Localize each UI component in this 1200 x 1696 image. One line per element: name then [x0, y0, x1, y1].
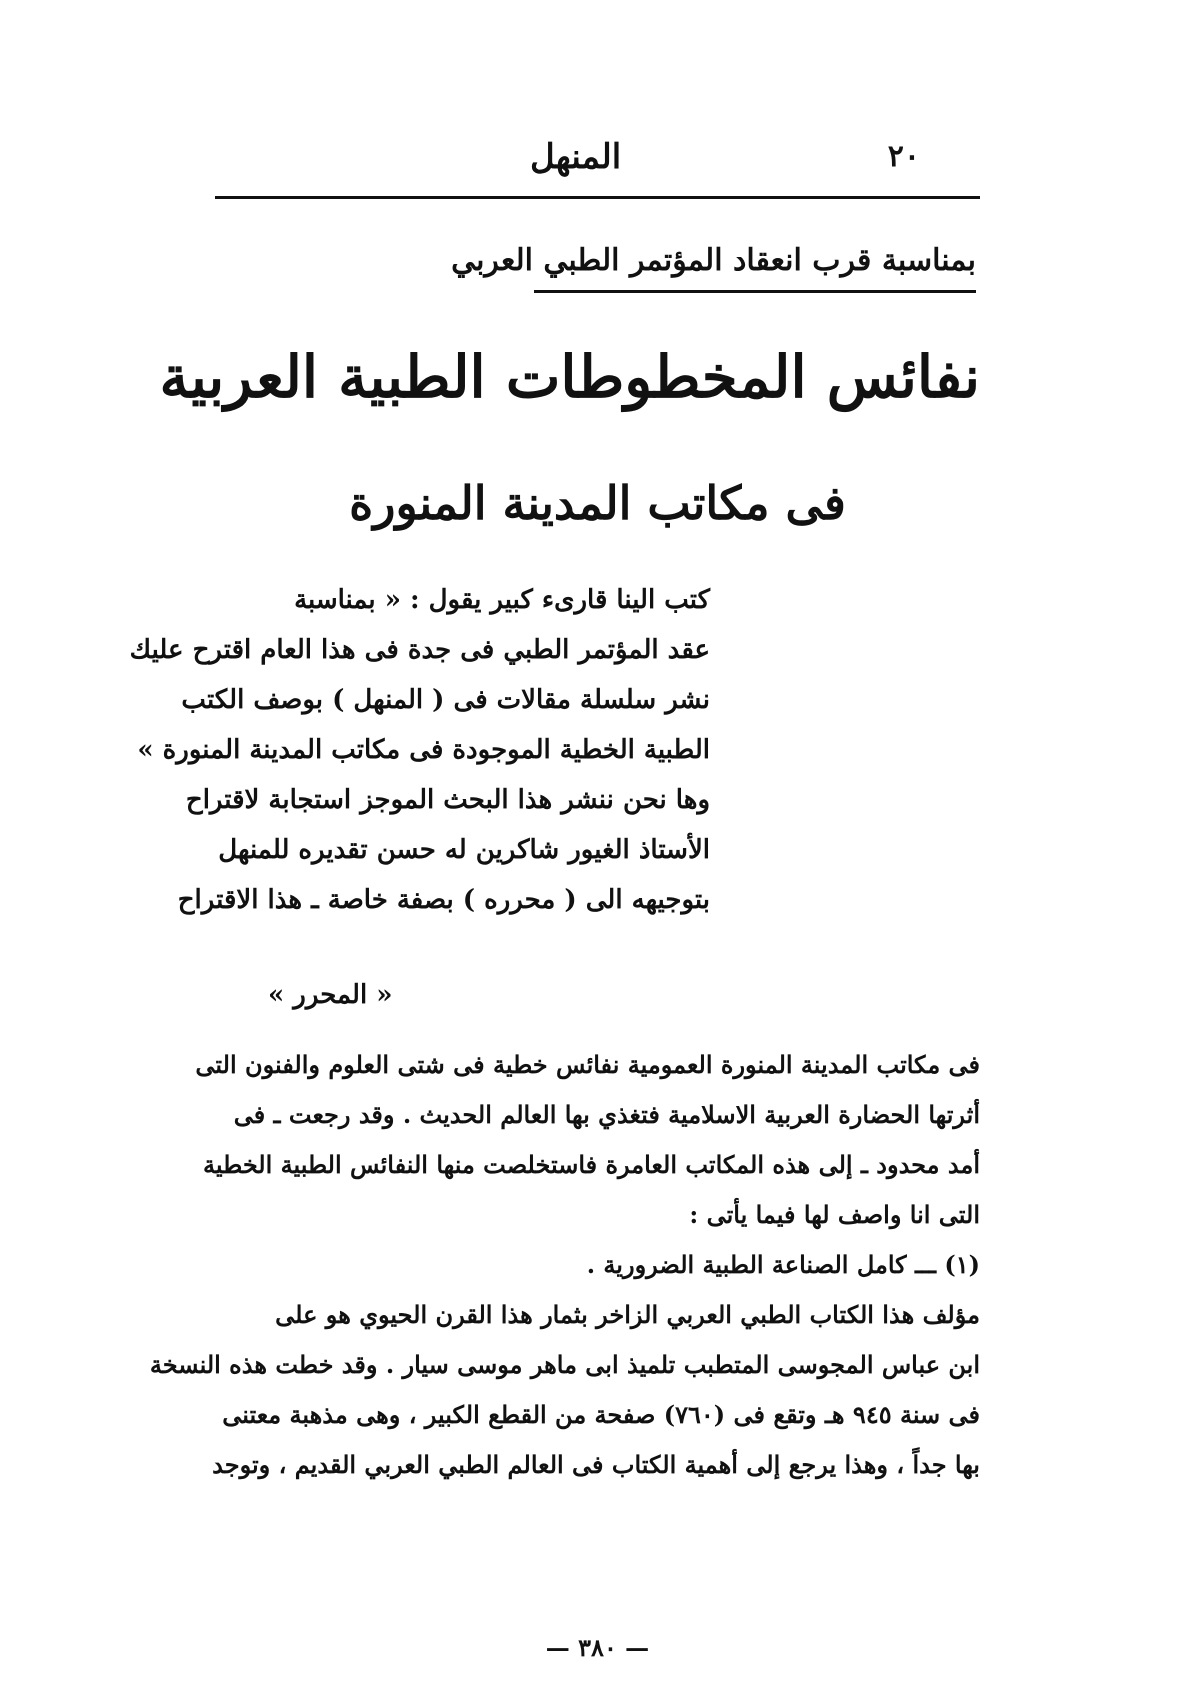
body-text — [149, 1040, 980, 1490]
body-line: أمد محدود ـ إلى هذه المكاتب العامرة فاستخلصت منها النفائس الطبية الخطية — [203, 1150, 980, 1179]
list-item-heading: (١) ـــ كامل الصناعة الطبية الضرورية . — [586, 1250, 980, 1279]
running-title: المنهل — [530, 137, 622, 177]
page-number-bottom: — ٣٨٠ — — [545, 1633, 650, 1662]
body-line: أثرتها الحضارة العربية الاسلامية فتغذي بها العالم الحديث . وقد رجعت ـ فى — [233, 1100, 980, 1129]
body-line: بها جداً ، وهذا يرجع إلى أهمية الكتاب فى العالم الطبي العربي القديم ، وتوجد — [212, 1450, 980, 1479]
editor-note-line: كتب الينا قارىء كبير يقول : « بمناسبة — [294, 585, 710, 615]
body-line: ابن عباس المجوسى المتطبب تلميذ ابى ماهر موسى سيار . وقد خطت هذه النسخة — [149, 1350, 980, 1379]
editor-note-line: الأستاذ الغيور شاكرين له حسن تقديره للمنهل — [218, 835, 710, 865]
running-header — [215, 132, 980, 192]
page-number-top: ٢٠ — [887, 139, 920, 174]
editor-note — [129, 575, 710, 925]
body-line: فى مكاتب المدينة المنورة العمومية نفائس خطية فى شتى العلوم والفنون التى — [195, 1050, 980, 1079]
occasion-line: بمناسبة قرب انعقاد المؤتمر الطبي العربي — [451, 243, 976, 278]
body-line: مؤلف هذا الكتاب الطبي العربي الزاخر بثمار هذا القرن الحيوي هو على — [275, 1300, 980, 1329]
editor-note-line: عقد المؤتمر الطبي فى جدة فى هذا العام اقترح عليك — [129, 635, 710, 665]
editor-note-line: الطبية الخطية الموجودة فى مكاتب المدينة المنورة » — [137, 735, 710, 765]
editor-note-line: وها نحن ننشر هذا البحث الموجز استجابة لاقتراح — [185, 785, 710, 815]
body-line: التى انا واصف لها فيما يأتى : — [689, 1200, 980, 1229]
body-line: فى سنة ٩٤٥ هـ وتقع فى (٧٦٠) صفحة من القطع الكبير ، وهى مذهبة معتنى — [222, 1400, 980, 1429]
editor-note-line: نشر سلسلة مقالات فى ( المنهل ) بوصف الكتب — [181, 685, 710, 715]
article-subtitle: فى مكاتب المدينة المنورة — [349, 476, 846, 530]
editor-note-line: بتوجيهه الى ( محرره ) بصفة خاصة ـ هذا الاقتراح — [177, 885, 710, 915]
editor-signature: « المحرر » — [268, 980, 393, 1010]
article-title: نفائس المخطوطات الطبية العربية — [159, 343, 980, 411]
header-rule — [215, 196, 980, 199]
occasion-underline — [534, 290, 976, 293]
